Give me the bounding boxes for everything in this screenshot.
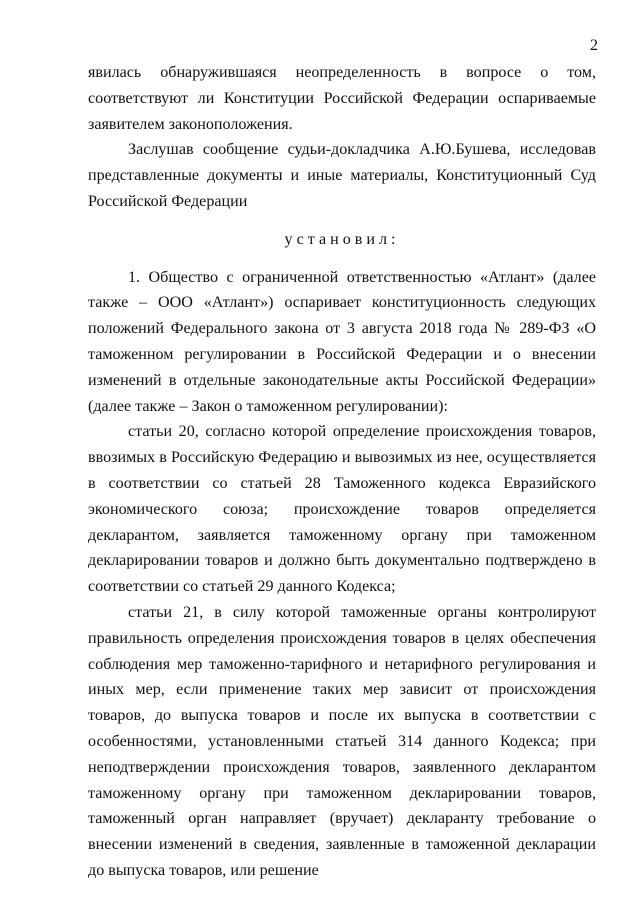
paragraph-article-20: статьи 20, согласно которой определение происхождения товаров, ввозимых в Российскую Федерацию и вывозимых из нее, осуществляется в соответствии со статьей 28 Таможенного кодекса Евразийского экономического союза; происхождение товаров определяется декларантом, заявляется таможенному органу при таможенном декларировании товаров и должно быть документально подтверждено в соответствии со статьей 29 данного Кодекса; (88, 423, 596, 596)
paragraph-continuation: явилась обнаружившаяся неопределенность в вопросе о том, соответствуют ли Конституции Российской Федерации оспариваемые заявителем законоположения. (88, 64, 596, 133)
paragraph-applicant: 1. Общество с ограниченной ответственностью «Атлант» (далее также – ООО «Атлант») оспаривает конституционность следующих положений Федерального закона от 3 августа 2018 года № 289-ФЗ «О таможенном регулировании в Российской Федерации и о внесении изменений в отдельные законодательные акты Российской Федерации» (далее также – Закон о таможенном регулировании): (88, 268, 596, 415)
section-heading: установил: (284, 230, 400, 248)
document-body (88, 60, 596, 884)
paragraph-hearing: Заслушав сообщение судьи-докладчика А.Ю.Бушева, исследовав представленные документы и иные материалы, Конституционный Суд Российской Федерации (88, 141, 596, 210)
page-number: 2 (590, 37, 598, 54)
paragraph-article-21: статьи 21, в силу которой таможенные органы контролируют правильность определения происхождения товаров в целях обеспечения соблюдения мер таможенно-тарифного и нетарифного регулирования и иных мер, если применение таких мер зависит от происхождения товаров, до выпуска товаров и после их выпуска в соответствии с особенностями, установленными статьей 314 данного Кодекса; при неподтверждении происхождения товаров, заявленного декларантом таможенному органу при таможенном декларировании товаров, таможенный орган направляет (вручает) декларанту требование о внесении изменений в сведения, заявленные в таможенной декларации до выпуска товаров, или решение (88, 603, 596, 879)
